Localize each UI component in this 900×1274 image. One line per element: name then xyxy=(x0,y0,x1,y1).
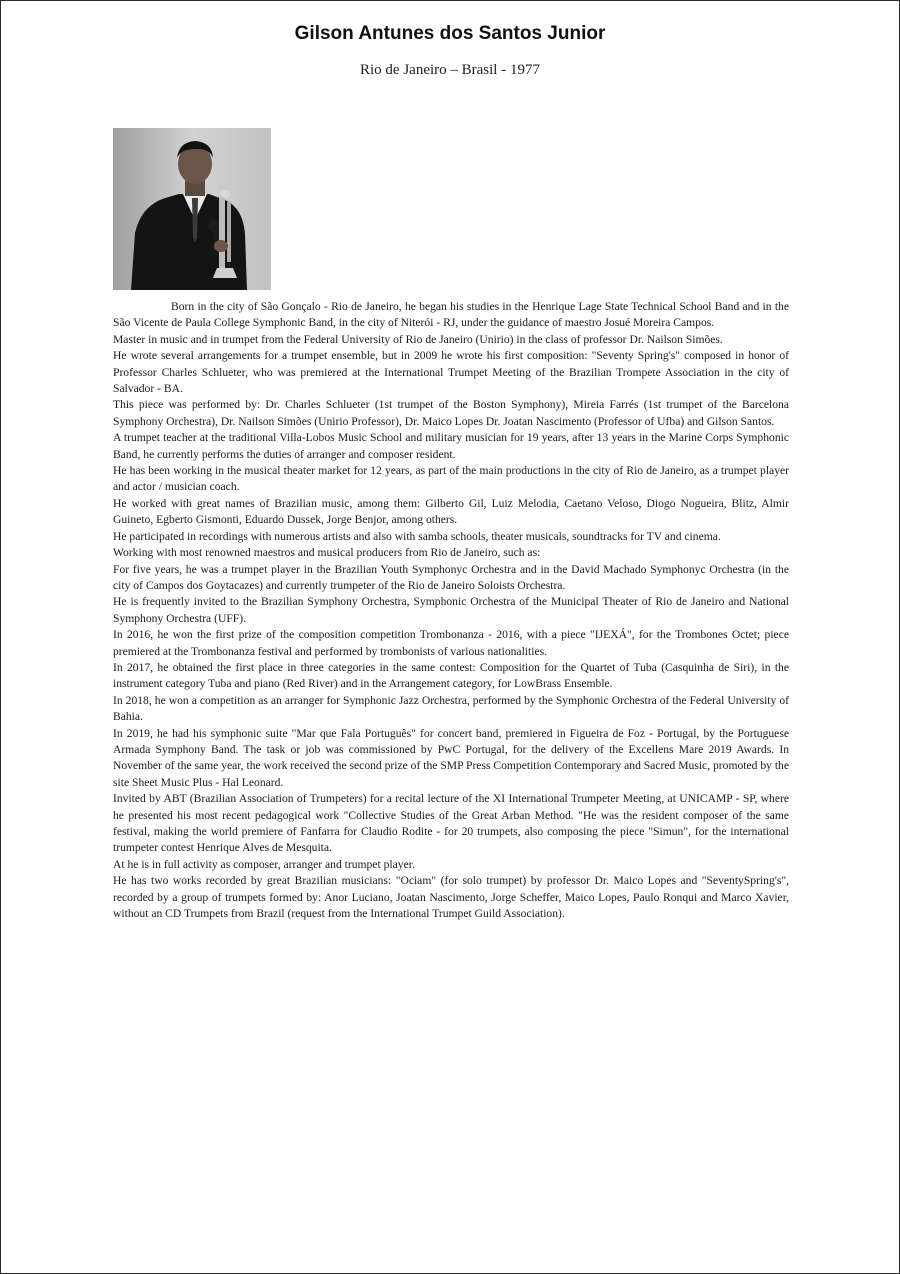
document-title: Gilson Antunes dos Santos Junior xyxy=(294,23,606,44)
bio-paragraph: Working with most renowned maestros and musical producers from Rio de Janeiro, such as: xyxy=(113,546,541,560)
bio-paragraph: In 2019, he had his symphonic suite "Mar que Fala Português" for concert band, premiered in Figueira de Foz - Portugal, by the Portuguese Armada Symphony Band. The task or job was commissioned by PwC Portugal, for the delivery of the Excellens Mare 2019 Awards. In November of the same year, the work received the second prize of the SMP Press Competition Contemporary and Sacred Music, promoted by the site Sheet Music Plus - Hal Leonard. xyxy=(113,726,789,789)
bio-paragraph: He worked with great names of Brazilian music, among them: Gilberto Gil, Luiz Melodia, Caetano Veloso, Diogo Nogueira, Blitz, Almir Guineto, Egberto Gismonti, Eduardo Dussek, Jorge Benjor, among others. xyxy=(113,496,789,527)
document-subtitle: Rio de Janeiro – Brasil - 1977 xyxy=(360,62,540,78)
bio-paragraph: He has been working in the musical theater market for 12 years, as part of the main productions in the city of Rio de Janeiro, as a trumpet player and actor / musician coach. xyxy=(113,464,789,494)
bio-paragraph: He wrote several arrangements for a trumpet ensemble, but in 2009 he wrote his first composition: "Seventy Spring's" composed in honor of Professor Charles Schlueter, who was premiered at the International Trumpet Meeting of the Brazilian Trompete Association in the city of Salvador - BA. xyxy=(113,349,789,396)
bio-paragraph: He participated in recordings with numerous artists and also with samba schools, theater musicals, soundtracks for TV and cinema. xyxy=(113,529,721,543)
portrait-icon xyxy=(113,128,271,290)
bio-paragraph: At he is in full activity as composer, arranger and trumpet player. xyxy=(113,857,415,871)
bio-paragraph: He has two works recorded by great Brazilian musicians: "Ociam" (for solo trumpet) by professor Dr. Maico Lopes and "SeventySpring's", recorded by a group of trumpets formed by: Anor Luciano, Joatan Nascimento, Jorge Scheffer, Maico Lopes, Paulo Ronqui and Marco Xavier, without an CD Trumpets from Brazil (request from the International Trumpet Guild Association). xyxy=(113,874,789,921)
bio-paragraph: Master in music and in trumpet from the Federal University of Rio de Janeiro (Unirio) in the class of professor Dr. Nailson Simões. xyxy=(113,332,723,346)
bio-paragraph: In 2017, he obtained the first place in three categories in the same contest: Composition for the Quartet of Tuba (Casquinha de Siri), in the instrument category Tuba and piano (Red River) and in the Arrangement category, for LowBrass Ensemble. xyxy=(113,660,789,691)
bio-paragraph: In 2018, he won a competition as an arranger for Symphonic Jazz Orchestra, performed by the Symphonic Orchestra of the Federal University of Bahia. xyxy=(113,693,789,724)
bio-paragraph: This piece was performed by: Dr. Charles Schlueter (1st trumpet of the Boston Symphony), Mireia Farrés (1st trumpet of the Barcelona Symphony Orchestra), Dr. Nailson Simões (Unirio Professor), Dr. Maico Lopes Dr. Joatan Nascimento (Professor of Ufba) and Gilson Santos. xyxy=(113,398,789,428)
bio-paragraph: In 2016, he won the first prize of the composition competition Trombonanza - 2016, with a piece "IJEXÁ", for the Trombones Octet; piece premiered at the Trombonanza festival and performed by trombonists of various nationalities. xyxy=(113,628,789,658)
bio-paragraph: He is frequently invited to the Brazilian Symphony Orchestra, Symphonic Orchestra of the Municipal Theater of Rio de Janeiro and National Symphony Orchestra (UFF). xyxy=(113,595,789,625)
bio-paragraph: Born in the city of São Gonçalo - Rio de Janeiro, he began his studies in the Henrique Lage State Technical School Band and in the São Vicente de Paula College Symphonic Band, in the city of Niterói - RJ, under the guidance of maestro Josué Moreira Campos. xyxy=(113,300,789,330)
bio-paragraph: Invited by ABT (Brazilian Association of Trumpeters) for a recital lecture of the XI International Trumpeter Meeting, at UNICAMP - SP, where he presented his most recent pedagogical work "Collective Studies of the Great Arban Method. "He was the resident composer of the same festival, making the world premiere of Fanfarra for Claudio Rodite - for 20 trumpets, also composing the piece "Simun", for the international trumpeter contest Henrique Alves de Mesquita. xyxy=(113,792,789,855)
trumpeter-portrait-photo xyxy=(113,128,271,290)
bio-paragraph: For five years, he was a trumpet player in the Brazilian Youth Symphonyc Orchestra and in the David Machado Symphonyc Orchestra (in the city of Campos dos Goytacazes) and currently trumpeter of the Rio de Janeiro Soloists Orchestra. xyxy=(113,562,789,592)
bio-paragraph: A trumpet teacher at the traditional Villa-Lobos Music School and military musician for 19 years, after 13 years in the Marine Corps Symphonic Band, he currently performs the duties of arranger and composer resident. xyxy=(113,431,789,461)
biography-text xyxy=(113,299,789,922)
